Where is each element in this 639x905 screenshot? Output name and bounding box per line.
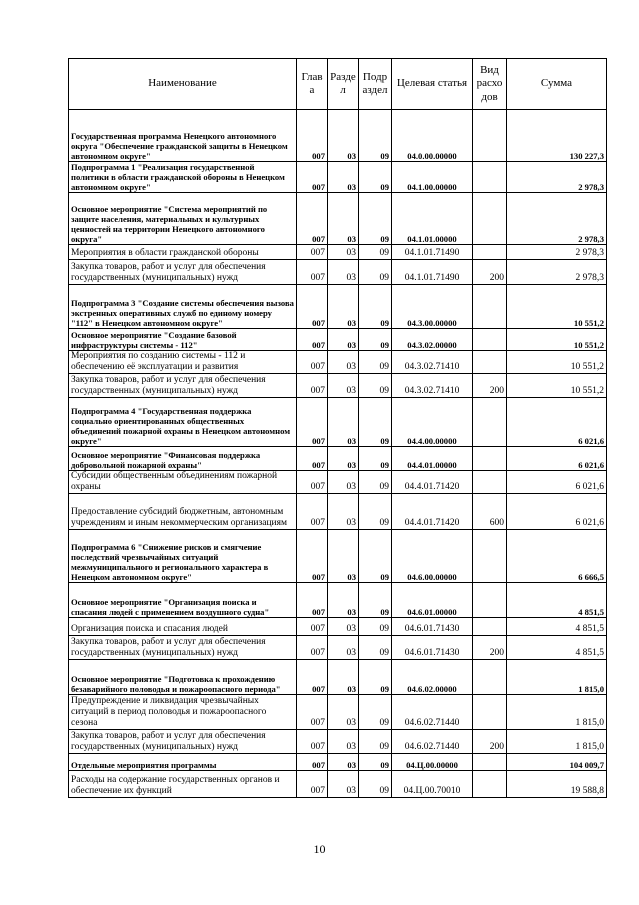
row-chapter: 007 [297,374,328,398]
row-chapter: 007 [297,618,328,636]
row-chapter: 007 [297,695,328,730]
row-subsection: 09 [359,695,392,730]
row-subsection: 09 [359,162,392,193]
row-name: Основное мероприятие "Система мероприятий по защите населения, материальных и культурных ценностей на территории Ненецкого автономного округа" [69,193,297,245]
row-subsection: 09 [359,471,392,494]
row-target: 04.1.01.71490 [392,260,473,285]
row-name: Организация поиска и спасания людей [69,618,297,636]
row-section: 03 [328,771,359,798]
row-sum: 6 021,6 [507,494,607,530]
row-sum: 1 815,0 [507,695,607,730]
table-row [69,754,607,771]
table-row [69,329,607,351]
row-target: 04.4.01.71420 [392,494,473,530]
row-name: Субсидии общественным объединениям пожарной охраны [69,471,297,494]
row-target: 04.4.01.00000 [392,447,473,471]
row-section: 03 [328,193,359,245]
row-subsection: 09 [359,494,392,530]
row-chapter: 007 [297,285,328,329]
row-sum: 6 021,6 [507,471,607,494]
header-target: Целевая статья [392,59,473,110]
row-kind [473,754,507,771]
row-chapter: 007 [297,447,328,471]
table-row [69,494,607,530]
row-chapter: 007 [297,730,328,754]
row-name: Подпрограмма 4 "Государственная поддержка социально ориентированных общественных объединений пожарной охраны в Ненецком автономном округе" [69,398,297,447]
row-section: 03 [328,636,359,660]
header-chapter: Глав а [297,59,328,110]
row-kind: 200 [473,374,507,398]
row-target: 04.6.01.71430 [392,618,473,636]
row-chapter: 007 [297,260,328,285]
header-sum: Сумма [507,59,607,110]
row-name: Закупка товаров, работ и услуг для обеспечения государственных (муниципальных) нужд [69,636,297,660]
row-sum: 10 551,2 [507,285,607,329]
table-body [69,110,607,798]
row-subsection: 09 [359,329,392,351]
row-section: 03 [328,374,359,398]
row-chapter: 007 [297,162,328,193]
row-sum: 10 551,2 [507,351,607,374]
row-section: 03 [328,530,359,583]
row-subsection: 09 [359,351,392,374]
row-subsection: 09 [359,618,392,636]
row-section: 03 [328,494,359,530]
row-kind: 200 [473,636,507,660]
row-section: 03 [328,660,359,695]
table-row [69,398,607,447]
row-chapter: 007 [297,471,328,494]
header-row [69,59,607,110]
table-row [69,695,607,730]
table-row [69,245,607,260]
table-row [69,730,607,754]
row-subsection: 09 [359,660,392,695]
row-target: 04.1.01.00000 [392,193,473,245]
table-row [69,660,607,695]
row-name: Основное мероприятие "Создание базовой инфраструктуры системы - 112" [69,329,297,351]
row-name: Основное мероприятие "Подготовка к прохождению безаварийного половодья и пожароопасного периода" [69,660,297,695]
header-section: Разде л [328,59,359,110]
row-subsection: 09 [359,447,392,471]
budget-table-container [68,58,606,798]
row-kind: 200 [473,730,507,754]
row-target: 04.6.02.71440 [392,730,473,754]
row-sum: 10 551,2 [507,374,607,398]
row-sum: 6 666,5 [507,530,607,583]
header-subsection: Подр аздел [359,59,392,110]
table-row [69,193,607,245]
row-sum: 2 978,3 [507,260,607,285]
budget-table [68,58,607,798]
row-chapter: 007 [297,494,328,530]
row-sum: 19 588,8 [507,771,607,798]
table-row [69,351,607,374]
row-kind [473,530,507,583]
row-target: 04.6.01.71430 [392,636,473,660]
row-name: Основное мероприятие "Организация поиска и спасания людей с применением воздушного судна" [69,583,297,618]
row-section: 03 [328,398,359,447]
row-chapter: 007 [297,636,328,660]
row-name: Закупка товаров, работ и услуг для обеспечения государственных (муниципальных) нужд [69,730,297,754]
row-name: Государственная программа Ненецкого автономного округа "Обеспечение гражданской защиты в Ненецком автономном округе" [69,110,297,162]
row-subsection: 09 [359,398,392,447]
row-kind [473,583,507,618]
row-target: 04.Ц.00.70010 [392,771,473,798]
row-sum: 1 815,0 [507,730,607,754]
row-kind [473,193,507,245]
table-row [69,583,607,618]
table-row [69,471,607,494]
row-name: Закупка товаров, работ и услуг для обеспечения государственных (муниципальных) нужд [69,374,297,398]
row-subsection: 09 [359,771,392,798]
row-sum: 104 009,7 [507,754,607,771]
row-name: Закупка товаров, работ и услуг для обеспечения государственных (муниципальных) нужд [69,260,297,285]
row-chapter: 007 [297,110,328,162]
row-section: 03 [328,730,359,754]
row-kind [473,398,507,447]
row-kind [473,471,507,494]
row-subsection: 09 [359,636,392,660]
row-sum: 6 021,6 [507,398,607,447]
row-chapter: 007 [297,771,328,798]
row-kind [473,660,507,695]
row-kind [473,285,507,329]
row-chapter: 007 [297,398,328,447]
row-sum: 130 227,3 [507,110,607,162]
row-chapter: 007 [297,583,328,618]
row-kind [473,110,507,162]
row-target: 04.0.00.00000 [392,110,473,162]
row-section: 03 [328,329,359,351]
row-section: 03 [328,447,359,471]
row-target: 04.3.02.71410 [392,351,473,374]
row-subsection: 09 [359,754,392,771]
row-section: 03 [328,618,359,636]
table-row [69,162,607,193]
row-name: Предупреждение и ликвидация чрезвычайных ситуаций в период половодья и пожароопасного сезона [69,695,297,730]
row-sum: 2 978,3 [507,162,607,193]
row-sum: 2 978,3 [507,245,607,260]
table-row [69,618,607,636]
row-kind: 200 [473,260,507,285]
header-kind: Вид расхо дов [473,59,507,110]
row-subsection: 09 [359,110,392,162]
row-section: 03 [328,471,359,494]
row-subsection: 09 [359,245,392,260]
row-kind [473,351,507,374]
row-name: Подпрограмма 1 "Реализация государственной политики в области гражданской обороны в Ненецком автономном округе" [69,162,297,193]
row-kind: 600 [473,494,507,530]
row-subsection: 09 [359,260,392,285]
row-sum: 6 021,6 [507,447,607,471]
row-name: Подпрограмма 3 "Создание системы обеспечения вызова экстренных оперативных служб по единому номеру "112" в Ненецком автономном округе" [69,285,297,329]
row-chapter: 007 [297,245,328,260]
row-name: Основное мероприятие "Финансовая поддержка добровольной пожарной охраны" [69,447,297,471]
row-kind [473,245,507,260]
row-subsection: 09 [359,285,392,329]
row-section: 03 [328,162,359,193]
row-name: Подпрограмма 6 "Снижение рисков и смягчение последствий чрезвычайных ситуаций межмуниципального и регионального характера в Ненецком автономном округе" [69,530,297,583]
row-subsection: 09 [359,730,392,754]
row-section: 03 [328,260,359,285]
row-sum: 1 815,0 [507,660,607,695]
table-row [69,110,607,162]
table-row [69,636,607,660]
row-section: 03 [328,285,359,329]
row-kind [473,618,507,636]
row-target: 04.6.02.71440 [392,695,473,730]
row-name: Мероприятия по созданию системы - 112 и обеспечению её эксплуатации и развития [69,351,297,374]
table-row [69,447,607,471]
row-subsection: 09 [359,583,392,618]
row-kind [473,695,507,730]
row-name: Мероприятия в области гражданской обороны [69,245,297,260]
row-chapter: 007 [297,351,328,374]
row-kind [473,162,507,193]
header-name: Наименование [69,59,297,110]
table-row [69,530,607,583]
row-chapter: 007 [297,754,328,771]
row-target: 04.6.01.00000 [392,583,473,618]
row-section: 03 [328,583,359,618]
row-kind [473,771,507,798]
row-chapter: 007 [297,329,328,351]
row-target: 04.6.00.00000 [392,530,473,583]
row-chapter: 007 [297,193,328,245]
row-target: 04.1.01.71490 [392,245,473,260]
row-target: 04.4.01.71420 [392,471,473,494]
row-target: 04.6.02.00000 [392,660,473,695]
row-section: 03 [328,110,359,162]
row-sum: 4 851,5 [507,583,607,618]
row-target: 04.3.00.00000 [392,285,473,329]
row-target: 04.1.00.00000 [392,162,473,193]
row-subsection: 09 [359,193,392,245]
row-chapter: 007 [297,660,328,695]
row-section: 03 [328,754,359,771]
row-section: 03 [328,245,359,260]
row-kind [473,329,507,351]
row-section: 03 [328,695,359,730]
row-section: 03 [328,351,359,374]
row-name: Предоставление субсидий бюджетным, автономным учреждениям и иным некоммерческим организациям [69,494,297,530]
row-sum: 4 851,5 [507,636,607,660]
row-subsection: 09 [359,530,392,583]
page-number: 10 [313,842,326,856]
table-row [69,285,607,329]
table-row [69,260,607,285]
row-name: Расходы на содержание государственных органов и обеспечение их функций [69,771,297,798]
row-name: Отдельные мероприятия программы [69,754,297,771]
row-chapter: 007 [297,530,328,583]
row-target: 04.Ц.00.00000 [392,754,473,771]
row-subsection: 09 [359,374,392,398]
row-target: 04.3.02.71410 [392,374,473,398]
row-target: 04.3.02.00000 [392,329,473,351]
row-sum: 10 551,2 [507,329,607,351]
table-row [69,374,607,398]
row-target: 04.4.00.00000 [392,398,473,447]
row-kind [473,447,507,471]
row-sum: 2 978,3 [507,193,607,245]
row-sum: 4 851,5 [507,618,607,636]
table-row [69,771,607,798]
